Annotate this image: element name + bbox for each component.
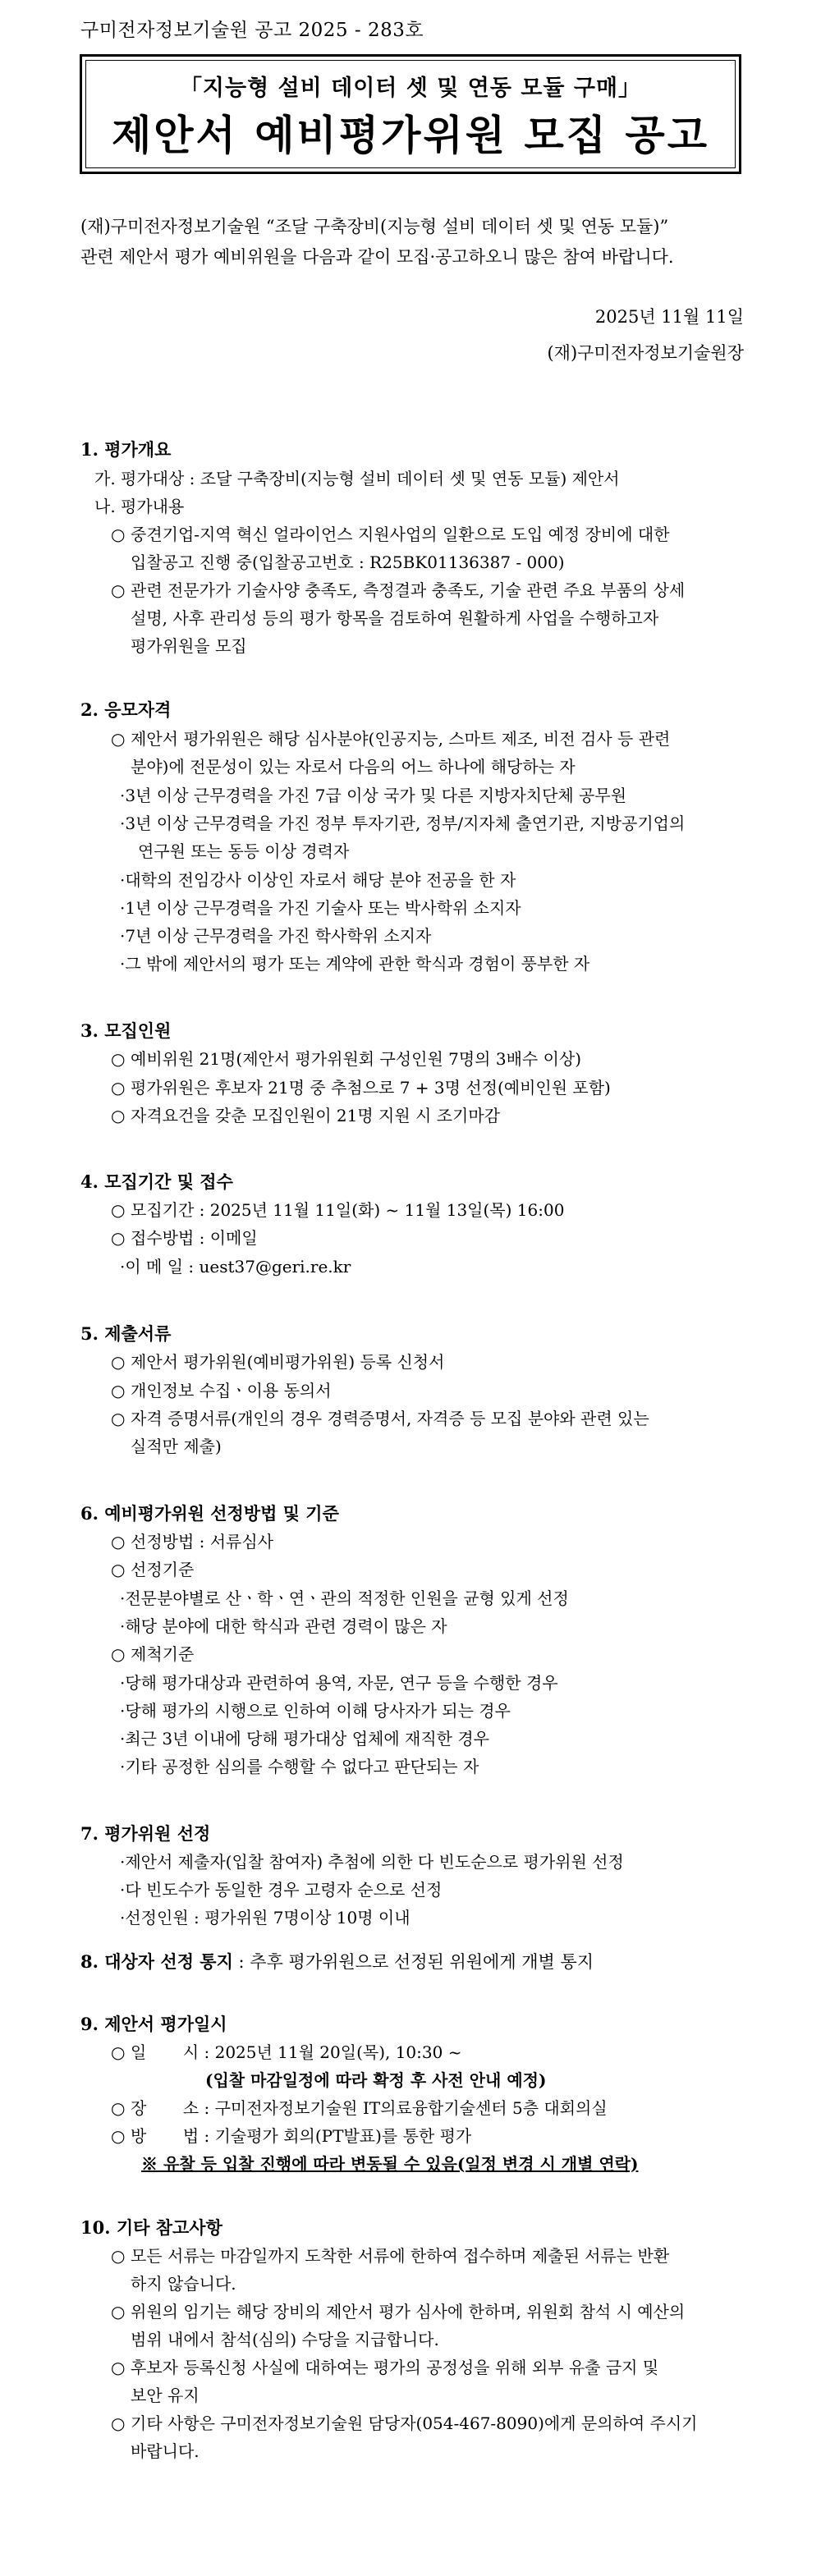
page-title: 제안서 예비평가위원 모집 공고	[111, 112, 710, 159]
dot-bullet-icon: ·	[120, 1757, 126, 1776]
list-item: ○ 일 시 : 2025년 11월 20일(목), 10:30 ~	[111, 2042, 462, 2062]
list-item: ·1년 이상 근무경력을 가진 기술사 또는 박사학위 소지자	[120, 898, 521, 918]
list-item: ·제안서 제출자(입찰 참여자) 추첨에 의한 다 빈도순으로 평가위원 선정	[120, 1852, 624, 1872]
circle-bullet-icon: ○	[111, 2098, 126, 2118]
intro-line: 관련 제안서 평가 예비위원을 다음과 같이 모집·공고하오니 많은 참여 바랍니다.	[80, 247, 674, 267]
section-title: 3. 모집인원	[80, 1020, 172, 1041]
section-title: 9. 제안서 평가일시	[80, 2014, 227, 2034]
list-item: ○ 장 소 : 구미전자정보기술원 IT의료융합기술센터 5층 대회의실	[111, 2098, 608, 2118]
circle-bullet-icon: ○	[111, 1352, 126, 1372]
list-item: ○ 예비위원 21명(제안서 평가위원회 구성인원 7명의 3배수 이상)	[111, 1049, 582, 1069]
list-item: ·3년 이상 근무경력을 가진 정부 투자기관, 정부/지자체 출연기관, 지방공기업의	[120, 814, 686, 833]
dot-bullet-icon: ·	[120, 898, 126, 918]
circle-bullet-icon: ○	[111, 2302, 126, 2322]
dot-bullet-icon: ·	[120, 1616, 126, 1636]
list-item: ·당해 평가대상과 관련하여 용역, 자문, 연구 등을 수행한 경우	[120, 1673, 558, 1693]
list-item: ·최근 3년 이내에 당해 평가대상 업체에 재직한 경우	[120, 1729, 489, 1749]
list-item: ○ 모든 서류는 마감일까지 도착한 서류에 한하여 접수하며 제출된 서류는 반환	[111, 2246, 670, 2266]
list-item: ○ 모집기간 : 2025년 11월 11일(화) ~ 11월 13일(목) 16:00	[111, 1200, 565, 1220]
dot-bullet-icon: ·	[120, 786, 126, 805]
circle-bullet-icon: ○	[111, 1106, 126, 1125]
list-item-continued: 연구원 또는 동등 이상 경력자	[138, 841, 350, 861]
list-item-continued: 범위 내에서 참석(심의) 수당을 지급합니다.	[131, 2330, 439, 2349]
intro-paragraph	[80, 212, 745, 273]
schedule-note: (입찰 마감일정에 따라 확정 후 사전 안내 예정)	[205, 2070, 547, 2090]
dot-bullet-icon: ·	[120, 1729, 126, 1749]
notice-number: 구미전자정보기술원 공고 2025 - 283호	[80, 20, 424, 41]
circle-bullet-icon: ○	[111, 2126, 126, 2146]
list-item-continued: 평가위원을 모집	[131, 636, 247, 656]
list-item: ·3년 이상 근무경력을 가진 7급 이상 국가 및 다른 지방자치단체 공무원	[120, 786, 627, 805]
list-item: ○ 자격요건을 갖춘 모집인원이 21명 지원 시 조기마감	[111, 1106, 500, 1125]
list-item: ·다 빈도수가 동일한 경우 고령자 순으로 선정	[120, 1880, 443, 1900]
list-item: ○ 후보자 등록신청 사실에 대하여는 평가의 공정성을 위해 외부 유출 금지 및	[111, 2358, 659, 2377]
list-item: ·이 메 일 : uest37@geri.re.kr	[120, 1257, 351, 1277]
section-title: 6. 예비평가위원 선정방법 및 기준	[80, 1503, 339, 1524]
issuer-org: (재)구미전자정보기술원장	[547, 343, 744, 363]
dot-bullet-icon: ·	[120, 954, 126, 974]
title-box	[80, 54, 741, 174]
dot-bullet-icon: ·	[120, 1852, 126, 1872]
circle-bullet-icon: ○	[111, 1532, 126, 1552]
list-item: ·당해 평가의 시행으로 인하여 이해 당사자가 되는 경우	[120, 1701, 511, 1721]
list-item-continued: 보안 유지	[131, 2386, 200, 2405]
notice-subtitle: 「지능형 설비 데이터 셋 및 연동 모듈 구매」	[179, 76, 642, 101]
circle-bullet-icon: ○	[111, 1381, 126, 1400]
circle-bullet-icon: ○	[111, 1200, 126, 1220]
list-item: ·기타 공정한 심의를 수행할 수 없다고 판단되는 자	[120, 1757, 479, 1776]
list-item-continued: 실적만 제출)	[131, 1437, 222, 1456]
list-item-continued: 분야)에 전문성이 있는 자로서 다음의 어느 하나에 해당하는 자	[131, 757, 576, 777]
section-title: 10. 기타 참고사항	[80, 2217, 222, 2238]
list-item: ○ 선정방법 : 서류심사	[111, 1532, 274, 1552]
circle-bullet-icon: ○	[111, 1078, 126, 1098]
circle-bullet-icon: ○	[111, 1644, 126, 1664]
dot-bullet-icon: ·	[120, 870, 126, 890]
dot-bullet-icon: ·	[120, 1701, 126, 1721]
dot-bullet-icon: ·	[120, 1673, 126, 1693]
list-item: 나. 평가내용	[94, 497, 185, 516]
intro-line: (재)구미전자정보기술원 “조달 구축장비(지능형 설비 데이터 셋 및 연동 모듈)”	[80, 217, 669, 236]
list-item: ·대학의 전임강사 이상인 자로서 해당 분야 전공을 한 자	[120, 870, 516, 890]
dot-bullet-icon: ·	[120, 926, 126, 946]
list-item-continued: 설명, 사후 관리성 등의 평가 항목을 검토하여 원활하게 사업을 수행하고자	[131, 608, 659, 628]
list-item: ○ 접수방법 : 이메일	[111, 1228, 258, 1248]
list-item: ○ 중견기업-지역 혁신 얼라이언스 지원사업의 일환으로 도입 예정 장비에 대한	[111, 525, 670, 544]
list-item-continued: 입찰공고 진행 중(입찰공고번호 : R25BK01136387 - 000)	[131, 552, 565, 572]
list-item: ·그 밖에 제안서의 평가 또는 계약에 관한 학식과 경험이 풍부한 자	[120, 954, 590, 974]
section-title: 7. 평가위원 선정	[80, 1823, 211, 1844]
list-item: ○ 관련 전문가가 기술사양 충족도, 측정결과 충족도, 기술 관련 주요 부품의 상세	[111, 580, 686, 600]
section-title: 8. 대상자 선정 통지 : 추후 평가위원으로 선정된 위원에게 개별 통지	[80, 1951, 594, 1972]
list-item: ·해당 분야에 대한 학식과 관련 경력이 많은 자	[120, 1616, 447, 1636]
circle-bullet-icon: ○	[111, 1049, 126, 1069]
list-item: ○ 기타 사항은 구미전자정보기술원 담당자(054-467-8090)에게 문의하여 주시기	[111, 2413, 698, 2433]
circle-bullet-icon: ○	[111, 1560, 126, 1579]
section-inline-text: : 추후 평가위원으로 선정된 위원에게 개별 통지	[232, 1952, 594, 1972]
section-title: 4. 모집기간 및 접수	[80, 1171, 233, 1192]
circle-bullet-icon: ○	[111, 580, 126, 600]
list-item: ·선정인원 : 평가위원 7명이상 10명 이내	[120, 1908, 410, 1927]
section-title: 1. 평가개요	[80, 439, 172, 460]
section-title: 2. 응모자격	[80, 699, 172, 720]
circle-bullet-icon: ○	[111, 1409, 126, 1428]
dot-bullet-icon: ·	[120, 1880, 126, 1900]
dot-bullet-icon: ·	[120, 814, 126, 833]
list-item: ·전문분야별로 산ㆍ학ㆍ연ㆍ관의 적정한 인원을 균형 있게 선정	[120, 1588, 569, 1608]
list-item: ○ 제안서 평가위원(예비평가위원) 등록 신청서	[111, 1352, 445, 1372]
list-item: ○ 자격 증명서류(개인의 경우 경력증명서, 자격증 등 모집 분야와 관련 있는	[111, 1409, 649, 1428]
list-item: ○ 제척기준	[111, 1644, 195, 1664]
list-item: 가. 평가대상 : 조달 구축장비(지능형 설비 데이터 셋 및 연동 모듈) 제안서	[94, 469, 620, 488]
circle-bullet-icon: ○	[111, 525, 126, 544]
warning-note: ※ 유찰 등 입찰 진행에 따라 변동될 수 있음(일정 변경 시 개별 연락)	[141, 2154, 639, 2174]
circle-bullet-icon: ○	[111, 729, 126, 749]
notice-date: 2025년 11월 11일	[594, 307, 744, 327]
list-item: ○ 제안서 평가위원은 해당 심사분야(인공지능, 스마트 제조, 비전 검사 등 관련	[111, 729, 671, 749]
dot-bullet-icon: ·	[120, 1257, 126, 1277]
list-item: ○ 선정기준	[111, 1560, 195, 1579]
list-item: ○ 평가위원은 후보자 21명 중 추첨으로 7 + 3명 선정(예비인원 포함)	[111, 1078, 611, 1098]
circle-bullet-icon: ○	[111, 2042, 126, 2062]
dot-bullet-icon: ·	[120, 1908, 126, 1927]
list-item: ○ 방 법 : 기술평가 회의(PT발표)를 통한 평가	[111, 2126, 472, 2146]
circle-bullet-icon: ○	[111, 1228, 126, 1248]
list-item: ○ 개인정보 수집ㆍ이용 동의서	[111, 1381, 332, 1400]
list-item-continued: 바랍니다.	[131, 2441, 200, 2461]
list-item: ·7년 이상 근무경력을 가진 학사학위 소지자	[120, 926, 432, 946]
circle-bullet-icon: ○	[111, 2413, 126, 2433]
dot-bullet-icon: ·	[120, 1588, 126, 1608]
section-title: 5. 제출서류	[80, 1323, 172, 1344]
circle-bullet-icon: ○	[111, 2246, 126, 2266]
circle-bullet-icon: ○	[111, 2358, 126, 2377]
list-item: ○ 위원의 임기는 해당 장비의 제안서 평가 심사에 한하며, 위원회 참석 시 예산의	[111, 2302, 686, 2322]
list-item-continued: 하지 않습니다.	[131, 2274, 236, 2294]
